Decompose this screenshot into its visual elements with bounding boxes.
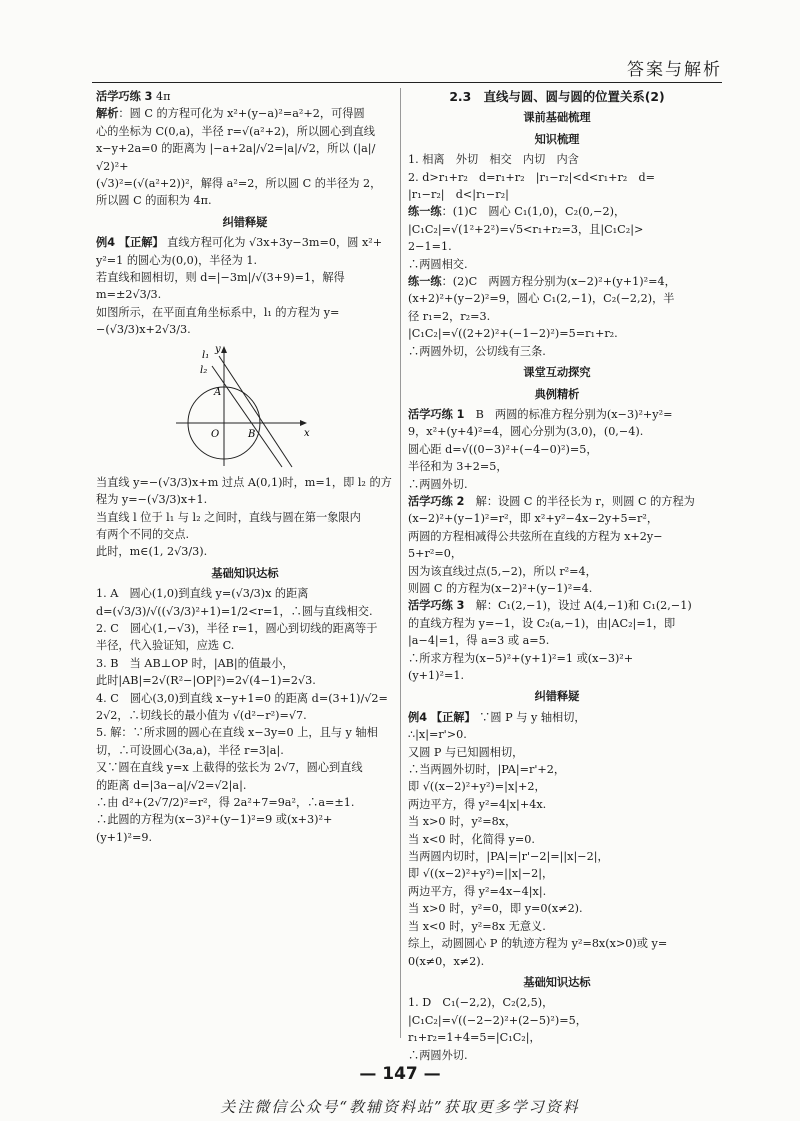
text-line xyxy=(96,794,394,811)
text-line xyxy=(96,252,394,269)
item-label: 活学巧练 2 xyxy=(408,494,465,508)
line-text: |a−4|=1，得 a=3 或 a=5. xyxy=(408,634,550,648)
line-text: |r₁−r₂| d<|r₁−r₂| xyxy=(408,188,509,202)
line-text: 若直线和圆相切，则 d=|−3m|/√(3+9)=1，解得 m=±2√3/3. xyxy=(96,271,345,302)
text-line xyxy=(96,304,394,321)
item-label: 练一练 xyxy=(408,205,442,219)
line-text: 解：设圆 C 的半径长为 r，则圆 C 的方程为 xyxy=(464,494,695,508)
line-text: |C₁C₂|=√((2+2)²+(−1−2)²)=5=r₁+r₂. xyxy=(408,327,618,341)
text-line xyxy=(96,140,394,175)
label-y: y xyxy=(215,343,221,355)
text-line xyxy=(96,742,394,759)
text-line xyxy=(408,238,706,255)
line-text: −(√3/3)x+2√3/3. xyxy=(96,323,191,337)
text-line xyxy=(96,509,394,526)
line-text: 即 √((x−2)²+y²)=|x|+2， xyxy=(408,780,546,794)
item-label: 例4 【正解】 xyxy=(408,710,476,724)
text-line xyxy=(96,759,394,776)
section-heading: 基础知识达标 xyxy=(523,975,591,989)
line-text: 两圆的方程相减得公共弦所在直线的方程为 x+2y− xyxy=(408,529,663,543)
text-line xyxy=(96,637,394,654)
line-text: ：圆 C 的方程可化为 x²+(y−a)²=a²+2，可得圆 xyxy=(118,107,365,121)
text-line xyxy=(408,597,706,614)
line-text: 5+r²=0， xyxy=(408,547,463,561)
text-line xyxy=(408,726,706,743)
line-text: 心的坐标为 C(0,a)，半径 r=√(a²+2)，所以圆心到直线 xyxy=(96,124,375,138)
column-divider xyxy=(400,88,401,1038)
text-line xyxy=(408,169,706,186)
line-text: 当 x>0 时，y²=8x， xyxy=(408,815,517,829)
text-line xyxy=(96,620,394,637)
section-heading: 课前基础梳理 xyxy=(523,111,591,125)
text-line xyxy=(408,186,706,203)
line-text: 所以圆 C 的面积为 4π. xyxy=(96,194,212,208)
label-B: B xyxy=(248,428,256,440)
x-axis-arrow xyxy=(300,420,307,426)
text-line xyxy=(408,528,706,545)
text-line xyxy=(408,406,706,423)
text-line xyxy=(408,458,706,475)
text-line xyxy=(408,441,706,458)
line-text: 此时，m∈(1, 2√3/3). xyxy=(96,545,208,559)
line-text: 综上，动圆圆心 P 的轨迹方程为 y²=8x(x>0)或 y= xyxy=(408,937,668,951)
line-text: 当两圆内切时，|PA|=|r'−2|=||x|−2|， xyxy=(408,850,609,864)
text-line xyxy=(408,667,706,684)
section-heading: 知识梳理 xyxy=(534,132,580,146)
text-line xyxy=(408,813,706,830)
line-text: |C₁C₂|=√((−2−2)²+(2−5)²)=5， xyxy=(408,1013,587,1027)
text-line xyxy=(408,308,706,325)
line-text: 4. C 圆心(3,0)到直线 x−y+1=0 的距离 d=(3+1)/√2= xyxy=(96,691,388,705)
text-line xyxy=(96,543,394,560)
text-line xyxy=(408,796,706,813)
line-text: |C₁C₂|=√(1²+2²)=√5<r₁+r₂=3，且|C₁C₂|> xyxy=(408,222,644,236)
line-text: 切，∴可设圆心(3a,a)，半径 r=3|a|. xyxy=(96,743,284,757)
line-text: r₁+r₂=1+4=5=|C₁C₂|， xyxy=(408,1031,541,1045)
line-text: 当 x<0 时，y²=8x 无意义. xyxy=(408,919,546,933)
text-line xyxy=(408,744,706,761)
line-text: ∵圆 P 与 y 轴相切， xyxy=(475,710,586,724)
item-label: 练一练 xyxy=(408,275,442,289)
text-line xyxy=(96,724,394,741)
section-heading: 基础知识达标 xyxy=(211,566,279,580)
text-line xyxy=(408,831,706,848)
line-text: (√3)²=(√(a²+2))²，解得 a²=2，所以圆 C 的半径为 2， xyxy=(96,177,382,191)
text-line xyxy=(408,545,706,562)
line-text: ∴|x|=r'>0. xyxy=(408,728,467,742)
text-line xyxy=(408,650,706,667)
line-text: 即 √((x−2)²+y²)=||x|−2|， xyxy=(408,867,554,881)
item-label: 活学巧练 3 xyxy=(408,599,465,613)
text-line xyxy=(96,88,394,105)
line-text: 当直线 l 位于 l₁ 与 l₂ 之间时，直线与圆在第一象限内 xyxy=(96,510,361,524)
section-heading: 2.3 直线与圆、圆与圆的位置关系(2) xyxy=(449,89,665,104)
text-line xyxy=(408,778,706,795)
line-text: (x−2)²+(y−1)²=r²，即 x²+y²−4x−2y+5=r²， xyxy=(408,512,659,526)
line-text: ∴此圆的方程为(x−3)²+(y−1)²=9 或(x+3)²+ xyxy=(96,813,333,827)
text-line xyxy=(408,510,706,527)
text-line xyxy=(408,935,706,952)
line-text: ∴两圆外切，公切线有三条. xyxy=(408,344,546,358)
line-text: (x+2)²+(y−2)²=9，圆心 C₁(2,−1)，C₂(−2,2)，半 xyxy=(408,292,675,306)
line-text: 此时|AB|=2√(R²−|OP|²)=2√(4−1)=2√3. xyxy=(96,674,316,688)
text-line xyxy=(96,707,394,724)
item-label: 例4 【正解】 xyxy=(96,236,164,250)
line-text: y²=1 的圆心为(0,0)，半径为 1. xyxy=(96,253,258,267)
header-title: 答案与解析 xyxy=(627,60,722,80)
line-text: 两边平方，得 y²=4x−4|x|. xyxy=(408,884,547,898)
line-text: ∴两圆外切. xyxy=(408,477,468,491)
text-line xyxy=(96,655,394,672)
line-text: 9，x²+(y+4)²=4，圆心分别为(3,0)，(0,−4). xyxy=(408,425,644,439)
line-text: 如图所示，在平面直角坐标系中，l₁ 的方程为 y= xyxy=(96,305,340,319)
text-line xyxy=(408,221,706,238)
text-line xyxy=(96,321,394,338)
text-line xyxy=(408,476,706,493)
text-line xyxy=(408,900,706,917)
line-text: 半径，代入验证知，应选 C. xyxy=(96,639,235,653)
left-column xyxy=(96,88,394,1038)
section-heading: 课堂互动探究 xyxy=(523,366,591,380)
line-text: 又∵圆在直线 y=x 上截得的弦长为 2√7，圆心到直线 xyxy=(96,761,363,775)
text-line xyxy=(408,273,706,290)
text-line xyxy=(96,829,394,846)
text-line xyxy=(408,953,706,970)
text-line xyxy=(408,994,706,1011)
text-line xyxy=(408,1047,706,1064)
text-line xyxy=(96,234,394,251)
line-text: 2√2，∴切线长的最小值为 √(d²−r²)=√7. xyxy=(96,708,307,722)
page-number: — 147 — xyxy=(359,1064,441,1084)
line-text: (y+1)²=1. xyxy=(408,669,465,682)
line-text: ∴由 d²+(2√7/2)²=r²，得 2a²+7=9a²，∴a=±1. xyxy=(96,796,355,809)
line-text: d=(√3/3)/√((√3/3)²+1)=1/2<r=1，∴圆与直线相交. xyxy=(96,604,373,618)
text-line xyxy=(96,123,394,140)
text-line xyxy=(408,423,706,440)
text-line xyxy=(408,632,706,649)
text-line xyxy=(96,811,394,828)
section-heading: 纠错释疑 xyxy=(534,690,580,704)
line-l2 xyxy=(212,366,282,467)
text-line xyxy=(408,203,706,220)
line-text: 2−1=1. xyxy=(408,240,452,254)
label-O: O xyxy=(211,428,220,440)
line-text: 又圆 P 与已知圆相切， xyxy=(408,745,524,759)
header-rule xyxy=(92,82,722,83)
line-text: 2. d>r₁+r₂ d=r₁+r₂ |r₁−r₂|<d<r₁+r₂ d= xyxy=(408,170,656,184)
text-line xyxy=(408,290,706,307)
text-line xyxy=(408,761,706,778)
line-l1 xyxy=(219,356,292,467)
text-line xyxy=(408,1012,706,1029)
right-column xyxy=(408,88,706,1062)
line-text: 当 x<0 时，化简得 y=0. xyxy=(408,832,535,846)
text-line xyxy=(408,865,706,882)
label-l1: l₁ xyxy=(202,349,210,361)
item-label: 活学巧练 1 xyxy=(408,407,465,421)
line-text: 1. A 圆心(1,0)到直线 y=(√3/3)x 的距离 xyxy=(96,587,309,601)
text-line xyxy=(96,175,394,192)
line-text: ：(2)C 两圆方程分别为(x−2)²+(y+1)²=4， xyxy=(441,275,676,289)
line-text: ∴当两圆外切时，|PA|=r'+2， xyxy=(408,763,566,777)
text-line xyxy=(408,325,706,342)
text-line xyxy=(408,580,706,597)
label-x: x xyxy=(304,427,310,439)
item-label: 活学巧练 3 xyxy=(96,90,153,103)
line-text: 的距离 d=|3a−a|/√2=√2|a|. xyxy=(96,778,247,792)
line-text: (y+1)²=9. xyxy=(96,830,153,844)
text-line xyxy=(408,848,706,865)
text-line xyxy=(96,491,394,508)
label-A: A xyxy=(214,386,222,398)
text-line xyxy=(408,563,706,580)
text-line xyxy=(96,192,394,209)
item-label: 解析 xyxy=(96,107,119,121)
text-line xyxy=(96,105,394,122)
line-text: x−y+2a=0 的距离为 |−a+2a|/√2=|a|/√2，所以 (|a|/√2)²+ xyxy=(96,142,376,173)
text-line xyxy=(96,526,394,543)
line-text: ∴两圆相交. xyxy=(408,257,468,271)
text-line xyxy=(408,256,706,273)
line-text: ：(1)C 圆心 C₁(1,0)，C₂(0,−2)， xyxy=(441,205,626,219)
line-text: 0(x≠0，x≠2). xyxy=(408,954,485,968)
text-line xyxy=(96,585,394,602)
text-line xyxy=(96,777,394,794)
text-line xyxy=(96,672,394,689)
coordinate-graph xyxy=(174,343,314,468)
text-line xyxy=(96,474,394,491)
section-heading: 纠错释疑 xyxy=(222,215,268,229)
line-text: 解：C₁(2,−1)，设过 A(4,−1)和 C₁(2,−1) xyxy=(464,599,692,613)
label-l2: l₂ xyxy=(200,364,208,376)
line-text: 程为 y=−(√3/3)x+1. xyxy=(96,493,208,507)
text-line xyxy=(408,883,706,900)
line-text: 3. B 当 AB⊥OP 时，|AB|的值最小， xyxy=(96,656,294,670)
line-text: 当直线 y=−(√3/3)x+m 过点 A(0,1)时，m=1，即 l₂ 的方 xyxy=(96,475,392,489)
line-text: 直线方程可化为 √3x+3y−3m=0，圆 x²+ xyxy=(163,236,383,250)
line-text: 径 r₁=2，r₂=3. xyxy=(408,309,491,323)
text-line xyxy=(96,690,394,707)
line-text: 2. C 圆心(1,−√3)，半径 r=1，圆心到切线的距离等于 xyxy=(96,621,378,635)
line-text: 当 x>0 时，y²=0，即 y=0(x≠2). xyxy=(408,902,583,916)
line-text: 1. 相离 外切 相交 内切 内含 xyxy=(408,153,579,167)
text-line xyxy=(408,709,706,726)
line-text: ∴两圆外切. xyxy=(408,1048,468,1062)
text-line xyxy=(96,603,394,620)
line-text: ∴所求方程为(x−5)²+(y+1)²=1 或(x−3)²+ xyxy=(408,651,634,665)
line-text: 的直线方程为 y=−1，设 C₂(a,−1)，由|AC₂|=1，即 xyxy=(408,616,676,630)
text-line xyxy=(408,343,706,360)
text-line xyxy=(408,615,706,632)
line-text: B 两圆的标准方程分别为(x−3)²+y²= xyxy=(464,407,673,421)
line-text: 则圆 C 的方程为(x−2)²+(y−1)²=4. xyxy=(408,581,593,595)
line-text: 因为该直线过点(5,−2)，所以 r²=4， xyxy=(408,564,597,578)
text-line xyxy=(408,1029,706,1046)
text-line xyxy=(408,151,706,168)
text-line xyxy=(408,918,706,935)
line-text: 有两个不同的交点. xyxy=(96,527,190,541)
line-text: 两边平方，得 y²=4|x|+4x. xyxy=(408,797,547,811)
footer-promo: 关注微信公众号“教辅资料站”获取更多学习资料 xyxy=(220,1098,580,1116)
line-text: 5. 解：∵所求圆的圆心在直线 x−3y=0 上，且与 y 轴相 xyxy=(96,726,378,740)
text-line xyxy=(408,493,706,510)
section-heading: 典例精析 xyxy=(534,387,580,401)
line-text: 4π xyxy=(152,90,171,103)
line-text: 圆心距 d=√((0−3)²+(−4−0)²)=5， xyxy=(408,442,598,456)
line-text: 半径和为 3+2=5， xyxy=(408,460,508,474)
y-axis-arrow xyxy=(221,346,227,353)
text-line xyxy=(96,269,394,304)
line-text: 1. D C₁(−2,2)，C₂(2,5)， xyxy=(408,996,554,1010)
